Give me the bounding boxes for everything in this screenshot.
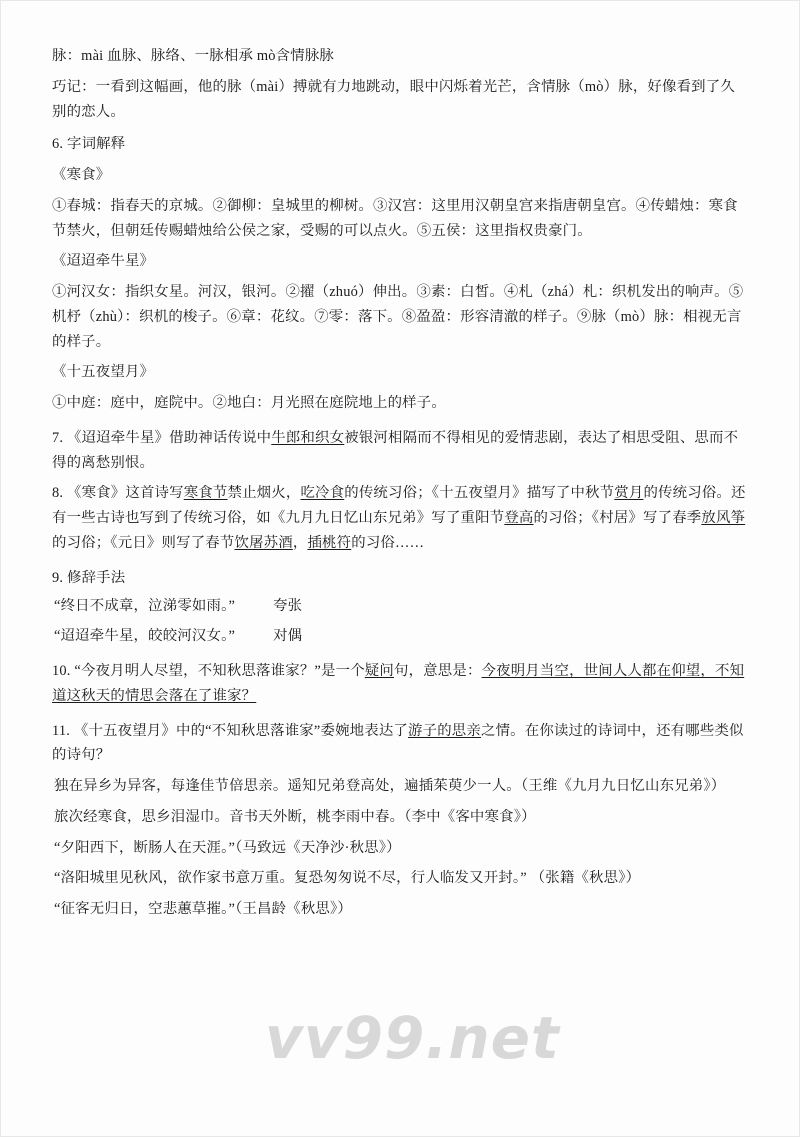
item8-text-b: 禁止烟火， [227, 485, 301, 502]
heading-shiwuye: 《十五夜望月》 [52, 364, 155, 381]
item8-answer-4: 登高 [504, 510, 534, 527]
item11-text-a: 11. 《十五夜望月》中的“不知秋思落谁家”委婉地表达了 [52, 722, 409, 739]
heading-tiaotiao: 《迢迢牵牛星》 [52, 253, 155, 270]
notes-shiwuye: ①中庭：庭中，庭院中。②地白：月光照在庭院地上的样子。 [52, 395, 446, 412]
item8-text-f: 的习俗；《元日》则写了春节 [52, 535, 235, 552]
item9-answer-1: 夸张 [273, 597, 303, 614]
item11-poem-3: “夕阳西下，断肠人在天涯。”（马致远《天净沙·秋思》） [54, 839, 401, 856]
notes-tiaotiao: ①河汉女：指织女星。河汉，银河。②擢（zhuó）伸出。③素：白皙。④札（zhá）札：织机发出的响声。⑤机杼（zhù）：织机的梭子。⑥章：花纹。⑦零：落下。⑧盈盈：形容清澈的样子。⑨脉（mò）脉：相视无言的样子。 [52, 284, 744, 350]
item11-answer-1: 游子的思亲 [408, 722, 481, 739]
document-content [52, 44, 748, 922]
item8-text-c: 的传统习俗；《十五夜望月》描写了中秋节 [344, 485, 615, 502]
heading-item-9: 9. 修辞手法 [52, 569, 126, 586]
item8-text-a: 8. 《寒食》这首诗写 [52, 485, 184, 502]
item7-middle: 被银河相隔而不得相见的爱情悲剧，表达了相思受阻、思而不得的离愁别恨。 [52, 429, 739, 471]
item8-answer-7: 插桃符 [307, 535, 352, 552]
line-pinyin-mai-mo: 脉：mài 血脉、脉络、一脉相承 mò含情脉脉 [52, 48, 335, 64]
item9-answer-2: 对偶 [273, 628, 303, 645]
item8-answer-3: 赏月 [614, 485, 644, 502]
notes-hanshi: ①春城：指春天的京城。②御柳：皇城里的柳树。③汉宫：这里用汉朝皇宫来指唐朝皇宫。④传蜡烛：寒食节禁火，但朝廷传赐蜡烛给公侯之家，受赐的可以点火。⑤五侯：这里指权贵豪门。 [52, 197, 738, 239]
watermark: vv99.net [265, 1004, 560, 1072]
line-mnemonic: 巧记：一看到这幅画，他的脉（mài）搏就有力地跳动，眼中闪烁着光芒，含情脉（mò）脉，好像看到了久别的恋人。 [52, 78, 735, 120]
item7-prefix: 7. 《迢迢牵牛星》借助神话传说中 [52, 429, 272, 446]
paragraph-item-10 [52, 659, 748, 709]
item11-poem-5: “征客无归日，空悲蕙草摧。”（王昌龄《秋思》） [54, 901, 352, 918]
item11-poem-1: 独在异乡为异客，每逢佳节倍思亲。遥知兄弟登高处，遍插茱萸少一人。（王维《九月九日忆山东兄弟》） [54, 778, 726, 795]
item10-text-a: 10. “今夜月明人尽望，不知秋思落谁家？”是一个 [52, 663, 365, 680]
item7-answer-1: 牛郎和织女 [271, 429, 345, 446]
item8-text-h: 的习俗…… [351, 535, 425, 552]
item11-poem-4: “洛阳城里见秋风，欲作家书意万重。复恐匆匆说不尽，行人临发又开封。” （张籍《秋思》） [54, 870, 641, 887]
item8-answer-6: 饮屠苏酒 [234, 535, 293, 552]
paragraph-item-8 [52, 481, 748, 555]
item10-answer-1: 疑问 [364, 663, 394, 680]
item8-text-d: 的传统习俗。还有一些古诗也写到了传统习俗，如《九月九日忆山东兄弟》写了重阳节 [52, 485, 746, 527]
heading-item-6: 6. 字词解释 [52, 136, 126, 153]
item8-answer-1: 寒食节 [183, 485, 228, 502]
item9-row-1 [52, 594, 748, 619]
item11-text-b: 之情。在你读过的诗词中，还有哪些类似的诗句？ [52, 722, 744, 764]
item9-row-2 [52, 624, 748, 649]
item9-quote-1: “终日不成章，泣涕零如雨。” [54, 597, 236, 614]
item10-text-b: 句，意思是： [393, 663, 482, 680]
item8-answer-5: 放风筝 [701, 510, 746, 527]
heading-hanshi: 《寒食》 [52, 167, 111, 184]
item8-text-g: ， [292, 535, 308, 552]
item9-quote-2: “迢迢牵牛星，皎皎河汉女。” [54, 628, 236, 645]
item10-answer-2: 今夜明月当空，世间人人都在仰望，不知道这秋天的情思会落在了谁家？ [52, 663, 745, 704]
paragraph-item-7 [52, 426, 748, 476]
paragraph-item-11 [52, 719, 748, 769]
item8-text-e: 的习俗；《村居》写了春季 [533, 510, 702, 527]
item8-answer-2: 吃冷食 [300, 485, 345, 502]
item11-poem-2: 旅次经寒食，思乡泪湿巾。音书天外断，桃李雨中春。（李中《客中寒食》） [54, 808, 536, 825]
